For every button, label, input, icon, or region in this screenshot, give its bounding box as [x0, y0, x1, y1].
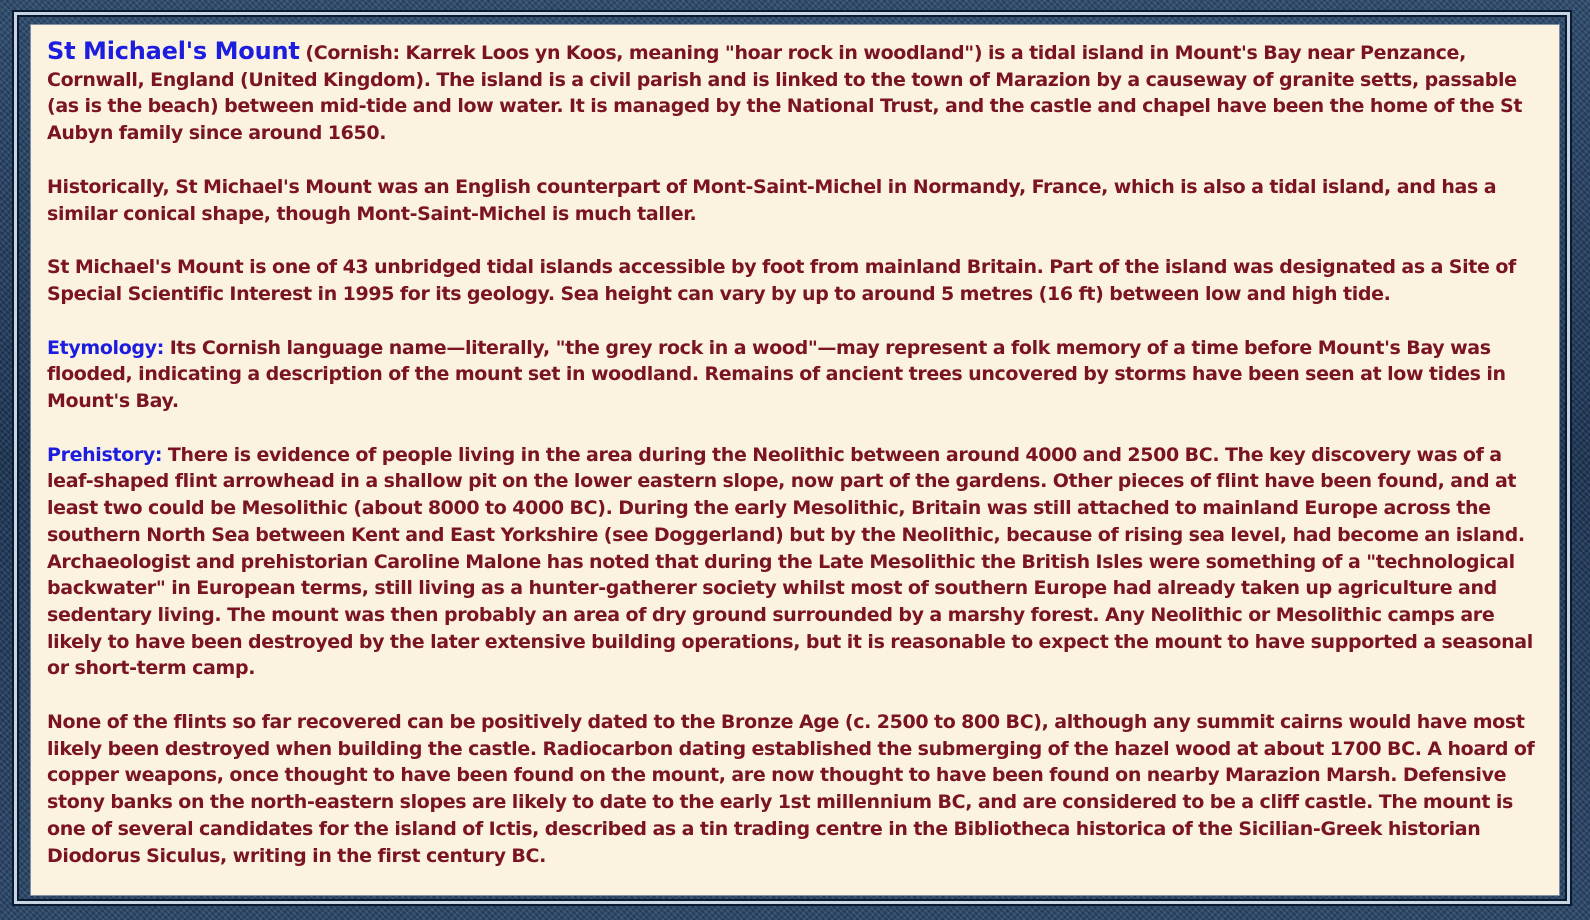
etymology-heading: Etymology:	[47, 336, 164, 359]
intro-text: (Cornish: Karrek Loos yn Koos, meaning "hoar rock in woodland") is a tidal island in Mount's Bay near Penzance, Cornwall, England (United Kingdom). The island is a civil parish and is linked to the town of Marazion by a causeway of granite setts, passable (as is the beach) between mid-tide and low water. It is managed by the National Trust, and the castle and chapel have been the home of the St Aubyn family since around 1650.	[47, 42, 1523, 145]
geography-paragraph: St Michael's Mount is one of 43 unbridged tidal islands accessible by foot from mainland Britain. Part of the island was designated as a Site of Special Scientific Interest in 1995 for its geology. Sea height can vary by up to around 5 metres (16 ft) between low and high tide.	[47, 256, 1516, 305]
etymology-paragraph	[47, 335, 1545, 415]
article-title: St Michael's Mount	[47, 37, 300, 65]
bronze-age-paragraph: None of the flints so far recovered can be positively dated to the Bronze Age (c. 2500 to 800 BC), although any summit cairns would have most likely been destroyed when building the castle. Radiocarbon dating established the submerging of the hazel wood at about 1700 BC. A hoard of copper weapons, once thought to have been found on the mount, are now thought to have been found on nearby Marazion Marsh. Defensive stony banks on the north-eastern slopes are likely to date to the early 1st millennium BC, and are considered to be a cliff castle. The mount is one of several candidates for the island of Ictis, described as a tin trading centre in the Bibliotheca historica of the Sicilian-Greek historian Diodorus Siculus, writing in the first century BC.	[47, 711, 1535, 867]
prehistory-paragraph	[47, 442, 1545, 682]
prehistory-text: There is evidence of people living in the area during the Neolithic between around 4000 and 2500 BC. The key discovery was of a leaf-shaped flint arrowhead in a shallow pit on the lower eastern slope, now part of the gardens. Other pieces of flint have been found, and at least two could be Mesolithic (about 8000 to 4000 BC). During the early Mesolithic, Britain was still attached to mainland Europe across the southern North Sea between Kent and East Yorkshire (see Doggerland) but by the Neolithic, because of rising sea level, had become an island. Archaeologist and prehistorian Caroline Malone has noted that during the Late Mesolithic the British Isles were something of a "technological backwater" in European terms, still living as a hunter-gatherer society whilst most of southern Europe had already taken up agriculture and sedentary living. The mount was then probably an area of dry ground surrounded by a marshy forest. Any Neolithic or Mesolithic camps are likely to have been destroyed by the later extensive building operations, but it is reasonable to expect the mount to have supported a seasonal or short-term camp.	[47, 443, 1533, 680]
etymology-text: Its Cornish language name—literally, "the grey rock in a wood"—may represent a folk memory of a time before Mount's Bay was flooded, indicating a description of the mount set in woodland. Remains of ancient trees uncovered by storms have been seen at low tides in Mount's Bay.	[47, 336, 1506, 413]
intro-paragraph	[47, 38, 1545, 147]
prehistory-heading: Prehistory:	[47, 443, 163, 466]
text-panel	[30, 24, 1560, 896]
history-paragraph: Historically, St Michael's Mount was an English counterpart of Mont-Saint-Michel in Normandy, France, which is also a tidal island, and has a similar conical shape, though Mont-Saint-Michel is much taller.	[47, 175, 1497, 225]
